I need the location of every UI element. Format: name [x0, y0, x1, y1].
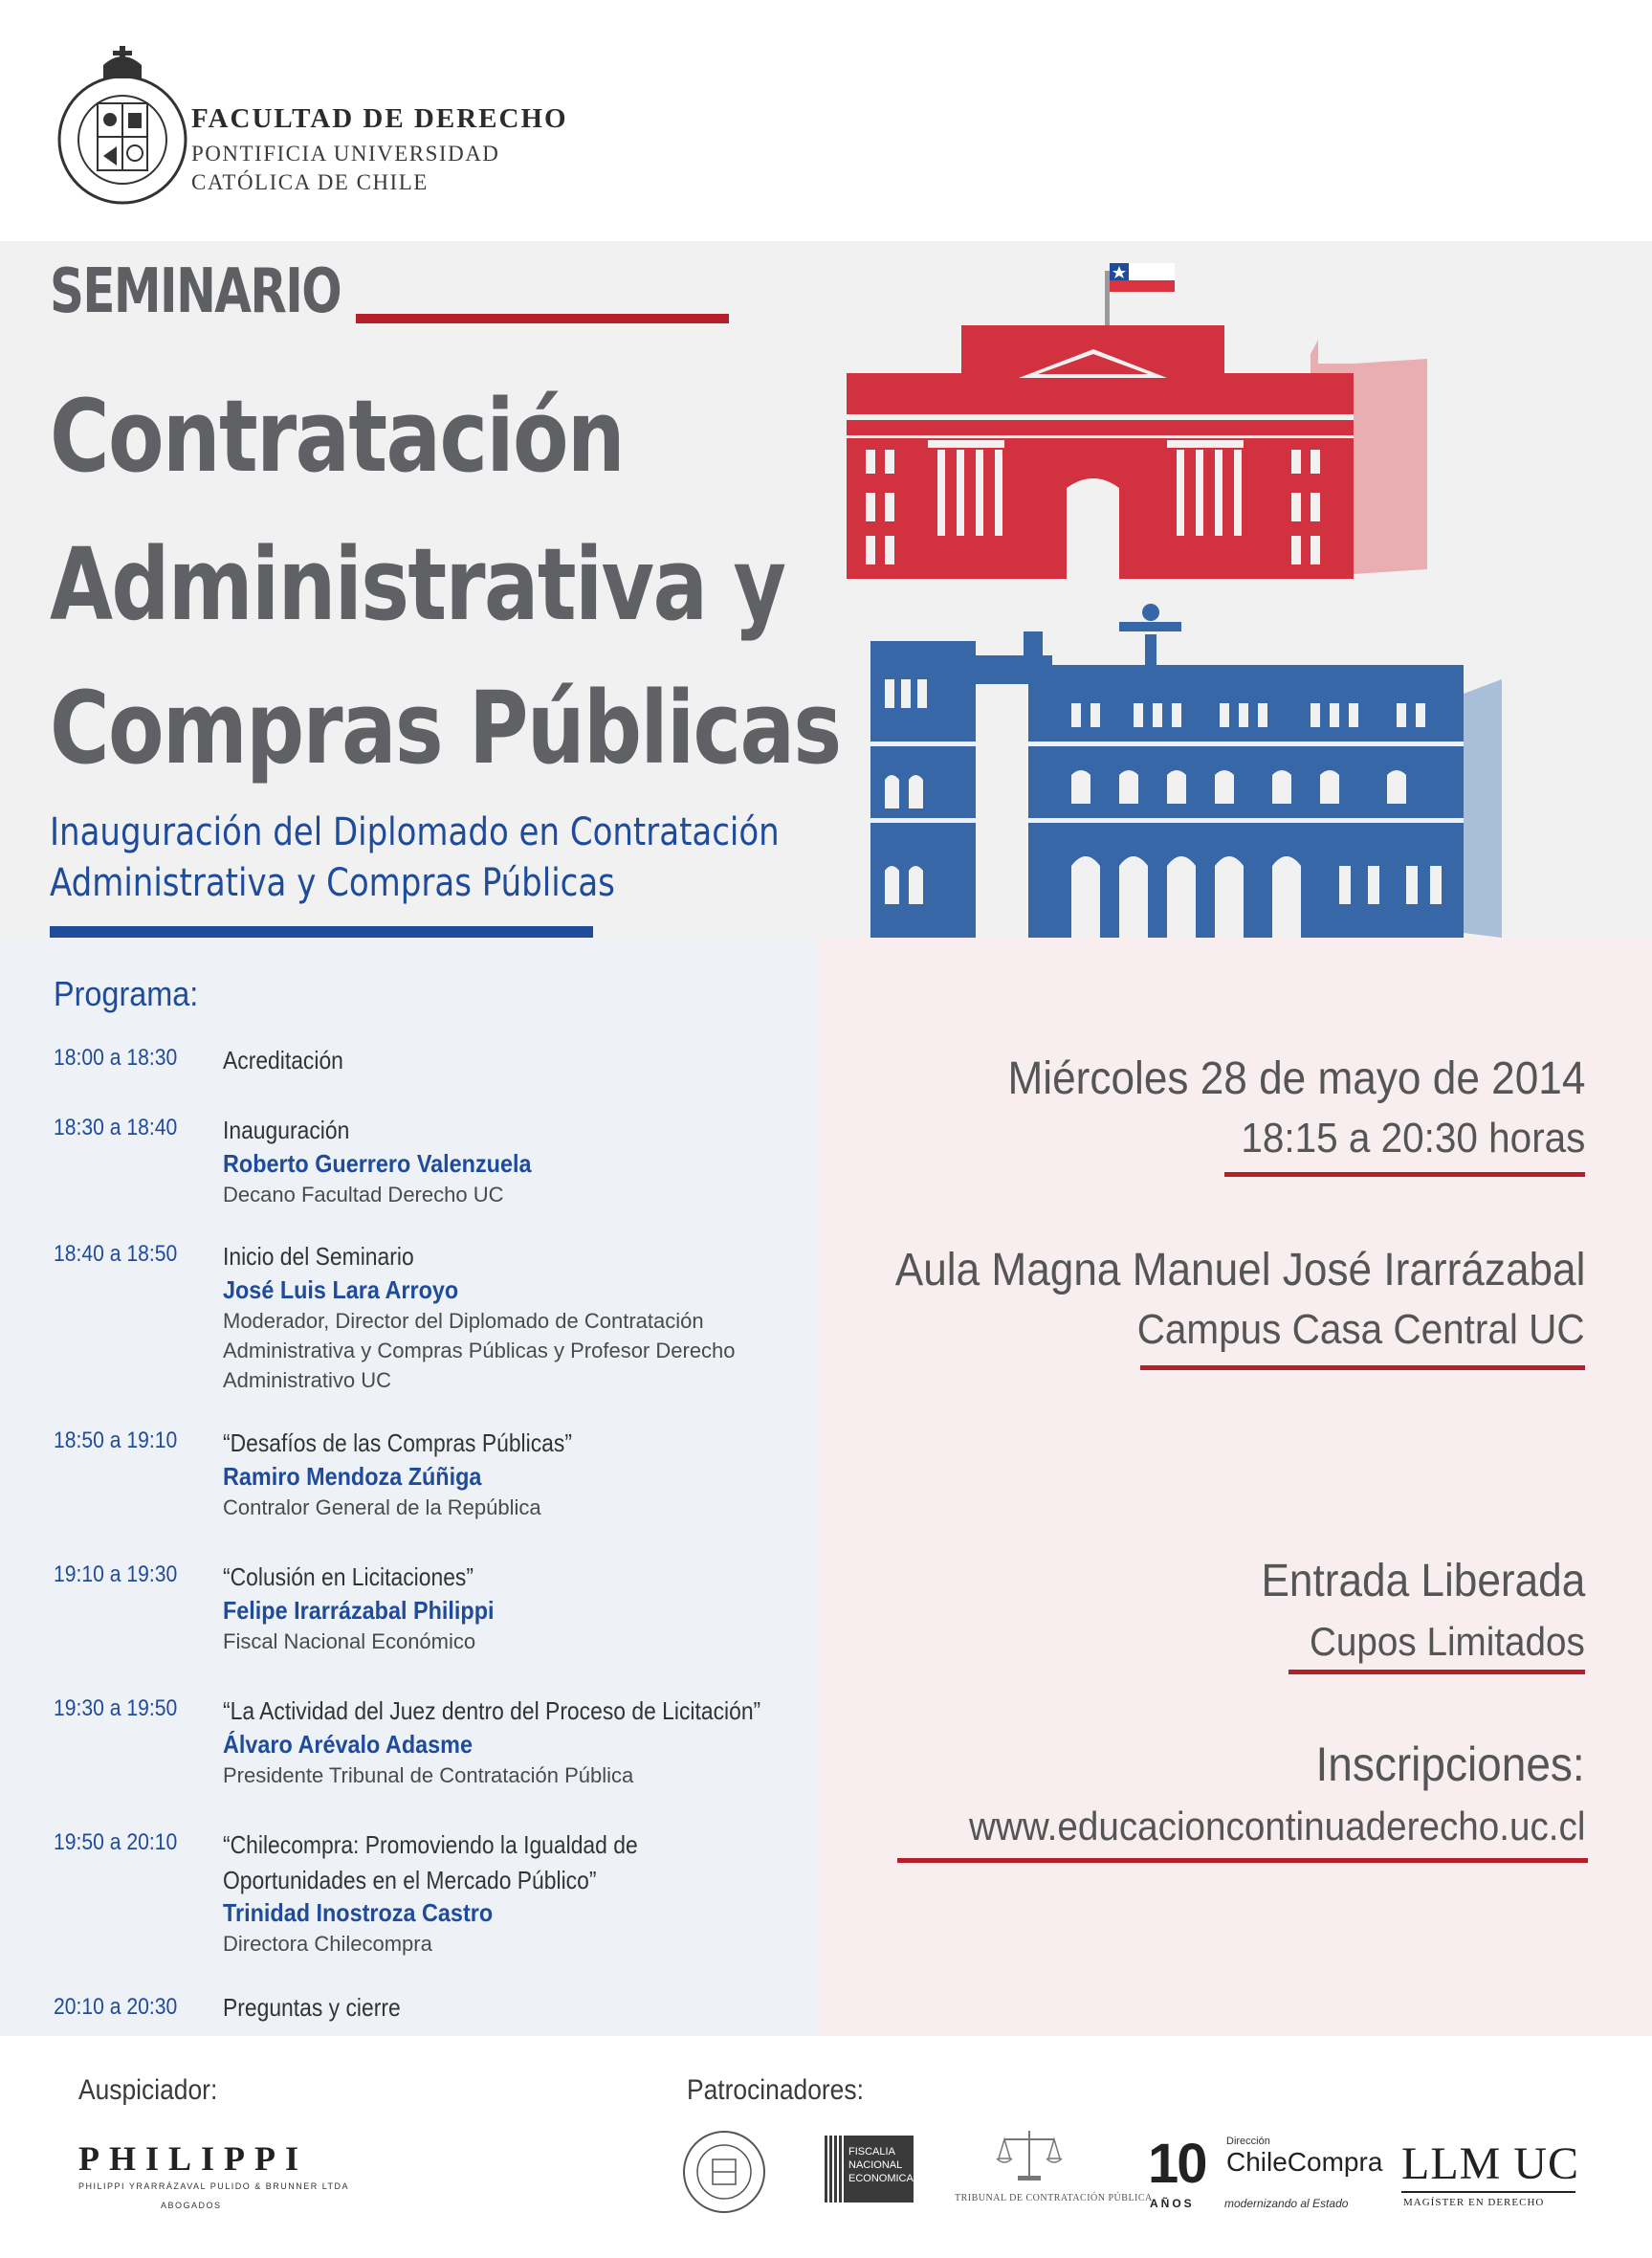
- program-title: “La Actividad del Juez dentro del Proceso de Licitación”: [223, 1696, 761, 1725]
- program-role: Moderador, Director del Diplomado de Contratación: [223, 1309, 704, 1333]
- capacity-rule: [1289, 1670, 1585, 1674]
- registration-label: Inscripciones:: [1315, 1738, 1585, 1791]
- university-seal-logo: [46, 46, 199, 209]
- program-title: “Desafíos de las Compras Públicas”: [223, 1428, 572, 1457]
- sponsor-label: Auspiciador:: [78, 2074, 218, 2106]
- campus-rule: [1140, 1365, 1585, 1370]
- program-speaker: Trinidad Inostroza Castro: [223, 1898, 494, 1927]
- chilecompra-direction: Dirección: [1226, 2136, 1270, 2147]
- program-time: 18:00 a 18:30: [54, 1045, 178, 1071]
- program-speaker: Roberto Guerrero Valenzuela: [223, 1149, 532, 1178]
- program-speaker: Álvaro Arévalo Adasme: [223, 1730, 473, 1759]
- program-role: Directora Chilecompra: [223, 1932, 432, 1956]
- tribunal-name: TRIBUNAL DE CONTRATACIÓN PÚBLICA: [955, 2193, 1153, 2203]
- program-time: 19:30 a 19:50: [54, 1695, 178, 1721]
- program-time: 20:10 a 20:30: [54, 1994, 178, 2020]
- government-palace-illustration: [847, 325, 1427, 579]
- capacity-info: Cupos Limitados: [1310, 1619, 1585, 1664]
- philippi-firm-type: ABOGADOS: [161, 2201, 222, 2210]
- llm-subtitle: MAGÍSTER EN DERECHO: [1403, 2197, 1545, 2208]
- event-hours: 18:15 a 20:30 horas: [1240, 1115, 1585, 1162]
- buildings-illustration: [832, 244, 1569, 942]
- program-title: Inauguración: [223, 1116, 350, 1144]
- program-title: Acreditación: [223, 1046, 343, 1074]
- patrons-label: Patrocinadores:: [687, 2074, 864, 2106]
- seminar-subtitle-line-1: Inauguración del Diplomado en Contratación: [50, 810, 780, 854]
- llm-uc-logo: LLM UC: [1401, 2138, 1579, 2189]
- subtitle-rule: [50, 926, 593, 938]
- philippi-firm-name: PHILIPPI YRARRÁZAVAL PULIDO & BRUNNER LTDA: [78, 2181, 350, 2191]
- program-speaker: José Luis Lara Arroyo: [223, 1275, 459, 1304]
- llm-rule: [1401, 2191, 1575, 2193]
- program-title: “Colusión en Licitaciones”: [223, 1562, 474, 1591]
- fne-logo: [823, 2136, 914, 2203]
- program-speaker: Felipe Irarrázabal Philippi: [223, 1596, 495, 1625]
- fne-line1: FISCALIA: [848, 2146, 895, 2158]
- chilecompra-anniversary-number: 10: [1148, 2133, 1206, 2195]
- faculty-name: FACULTAD DE DERECHO: [191, 103, 568, 134]
- program-role: Administrativa y Compras Públicas y Profesor Derecho: [223, 1339, 736, 1362]
- chilecompra-tagline: modernizando al Estado: [1224, 2197, 1349, 2210]
- chilecompra-years: AÑOS: [1150, 2197, 1195, 2210]
- university-building-illustration: [870, 604, 1502, 938]
- seminar-title-line-3: Compras Públicas: [50, 670, 841, 786]
- program-speaker: Ramiro Mendoza Zúñiga: [223, 1462, 482, 1491]
- program-role: Administrativo UC: [223, 1368, 392, 1392]
- registration-rule: [897, 1858, 1588, 1863]
- event-campus: Campus Casa Central UC: [1137, 1306, 1585, 1353]
- seminar-kicker: SEMINARIO: [50, 256, 341, 327]
- kicker-rule: [356, 314, 729, 323]
- event-date: Miércoles 28 de mayo de 2014: [1007, 1053, 1585, 1104]
- entry-info: Entrada Liberada: [1261, 1556, 1585, 1606]
- university-name-line2: CATÓLICA DE CHILE: [191, 170, 429, 194]
- program-time: 18:50 a 19:10: [54, 1428, 178, 1453]
- registration-url-link[interactable]: www.educacioncontinuaderecho.uc.cl: [968, 1804, 1585, 1848]
- program-title: Oportunidades en el Mercado Público”: [223, 1866, 597, 1894]
- philippi-logo: PHILIPPI: [78, 2139, 309, 2178]
- seminar-title-line-1: Contratación: [50, 378, 624, 495]
- program-time: 18:40 a 18:50: [54, 1241, 178, 1267]
- hours-rule: [1224, 1172, 1585, 1177]
- contraloria-seal-logo: [681, 2129, 767, 2215]
- program-heading: Programa:: [54, 974, 199, 1013]
- program-role: Presidente Tribunal de Contratación Pública: [223, 1763, 634, 1787]
- university-name-line1: PONTIFICIA UNIVERSIDAD: [191, 142, 500, 166]
- chilecompra-logo: ChileCompra: [1226, 2147, 1383, 2177]
- program-time: 19:50 a 20:10: [54, 1829, 178, 1855]
- seminar-title-line-2: Administrativa y: [50, 526, 785, 643]
- program-time: 18:30 a 18:40: [54, 1115, 178, 1140]
- program-role: Fiscal Nacional Económico: [223, 1629, 476, 1653]
- seminar-subtitle-line-2: Administrativa y Compras Públicas: [50, 861, 615, 905]
- program-title: Inicio del Seminario: [223, 1242, 414, 1271]
- event-venue: Aula Magna Manuel José Irarrázabal: [894, 1245, 1585, 1295]
- scales-of-justice-icon: [995, 2126, 1064, 2183]
- program-title: “Chilecompra: Promoviendo la Igualdad de: [223, 1830, 638, 1859]
- program-role: Contralor General de la República: [223, 1495, 541, 1519]
- fne-line3: ECONOMICA: [848, 2173, 914, 2184]
- program-time: 19:10 a 19:30: [54, 1561, 178, 1587]
- program-role: Decano Facultad Derecho UC: [223, 1183, 504, 1206]
- program-title: Preguntas y cierre: [223, 1993, 401, 2022]
- fne-line2: NACIONAL: [848, 2159, 903, 2171]
